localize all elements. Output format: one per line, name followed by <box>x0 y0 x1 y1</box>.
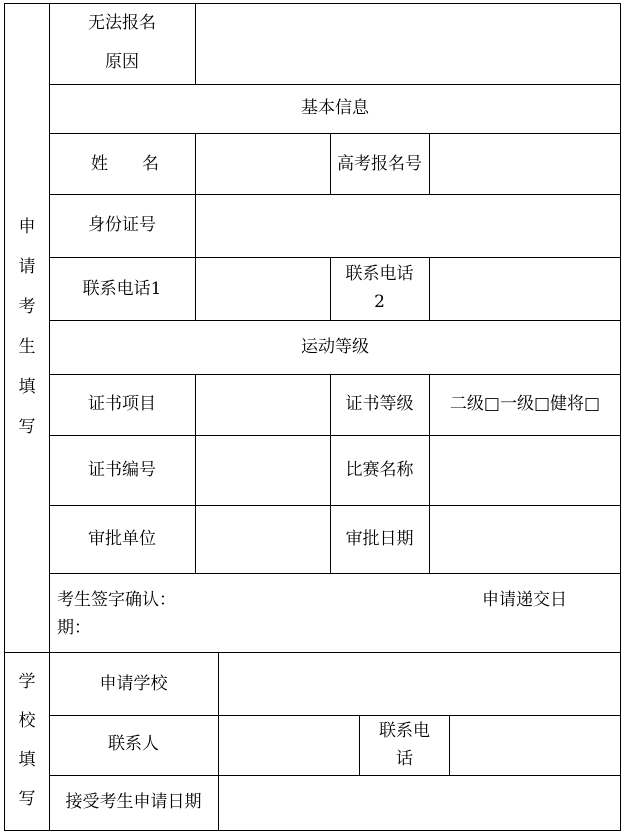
label-char: 学 <box>18 672 36 692</box>
sports-level-heading: 运动等级 <box>301 337 369 357</box>
grade-options[interactable]: 二级□一级□健将□ <box>449 394 601 414</box>
contact-label: 联系人 <box>108 734 159 754</box>
label-char: 校 <box>18 711 36 731</box>
signature-confirm-label: 考生签字确认： <box>57 590 176 610</box>
reason-label-line1: 无法报名 <box>88 13 156 33</box>
label-char: 写 <box>18 789 36 809</box>
submit-date-label-line1: 申请递交日 <box>482 590 567 610</box>
row-line <box>49 573 621 574</box>
row-line <box>49 257 621 258</box>
border-top <box>4 3 621 4</box>
col-line <box>449 715 450 776</box>
cert-no-label: 证书编号 <box>88 460 156 480</box>
row-line <box>49 84 621 85</box>
row-line <box>49 374 621 375</box>
row-line <box>49 194 621 195</box>
phone2-label-line2: 2 <box>374 292 385 312</box>
row-line <box>49 133 621 134</box>
label-char: 申 <box>18 217 36 237</box>
phone1-label: 联系电话1 <box>82 279 162 299</box>
row-line <box>49 715 621 716</box>
col-line <box>429 133 430 195</box>
reason-label-line2: 原因 <box>105 52 139 72</box>
row-line <box>49 320 621 321</box>
col-line <box>218 775 219 831</box>
student-section-label <box>17 207 37 447</box>
col-line <box>218 652 219 776</box>
contact-phone-label-line1: 联系电 <box>379 721 430 741</box>
basic-info-heading: 基本信息 <box>301 98 369 118</box>
accept-date-label: 接受考生申请日期 <box>65 792 202 812</box>
border-right <box>620 3 621 831</box>
row-line <box>49 505 621 506</box>
col-line <box>195 3 196 85</box>
border-bottom <box>4 830 621 831</box>
name-label: 姓 名 <box>91 154 159 174</box>
approve-date-label: 审批日期 <box>345 529 414 549</box>
apply-school-label: 申请学校 <box>99 674 168 694</box>
label-char: 写 <box>18 417 36 437</box>
row-line <box>49 435 621 436</box>
label-char: 请 <box>18 257 36 277</box>
row-line <box>49 775 621 776</box>
exam-no-label: 高考报名号 <box>337 154 422 174</box>
label-char: 生 <box>18 337 36 357</box>
phone2-label-line1: 联系电话 <box>345 264 414 284</box>
contact-phone-label-line2: 话 <box>396 749 413 769</box>
approver-label: 审批单位 <box>88 529 156 549</box>
cert-item-label: 证书项目 <box>88 394 156 414</box>
label-char: 填 <box>18 377 36 397</box>
col-line <box>195 374 196 574</box>
section-split-line <box>4 652 621 653</box>
col-line <box>195 133 196 321</box>
id-label: 身份证号 <box>88 215 156 235</box>
col-line <box>429 257 430 321</box>
submit-date-label-line2: 期： <box>57 618 91 638</box>
school-section-label <box>17 663 37 819</box>
label-char: 考 <box>18 297 36 317</box>
competition-label: 比赛名称 <box>345 460 414 480</box>
border-left <box>4 3 5 831</box>
cert-grade-label: 证书等级 <box>345 394 414 414</box>
label-char: 填 <box>18 750 36 770</box>
